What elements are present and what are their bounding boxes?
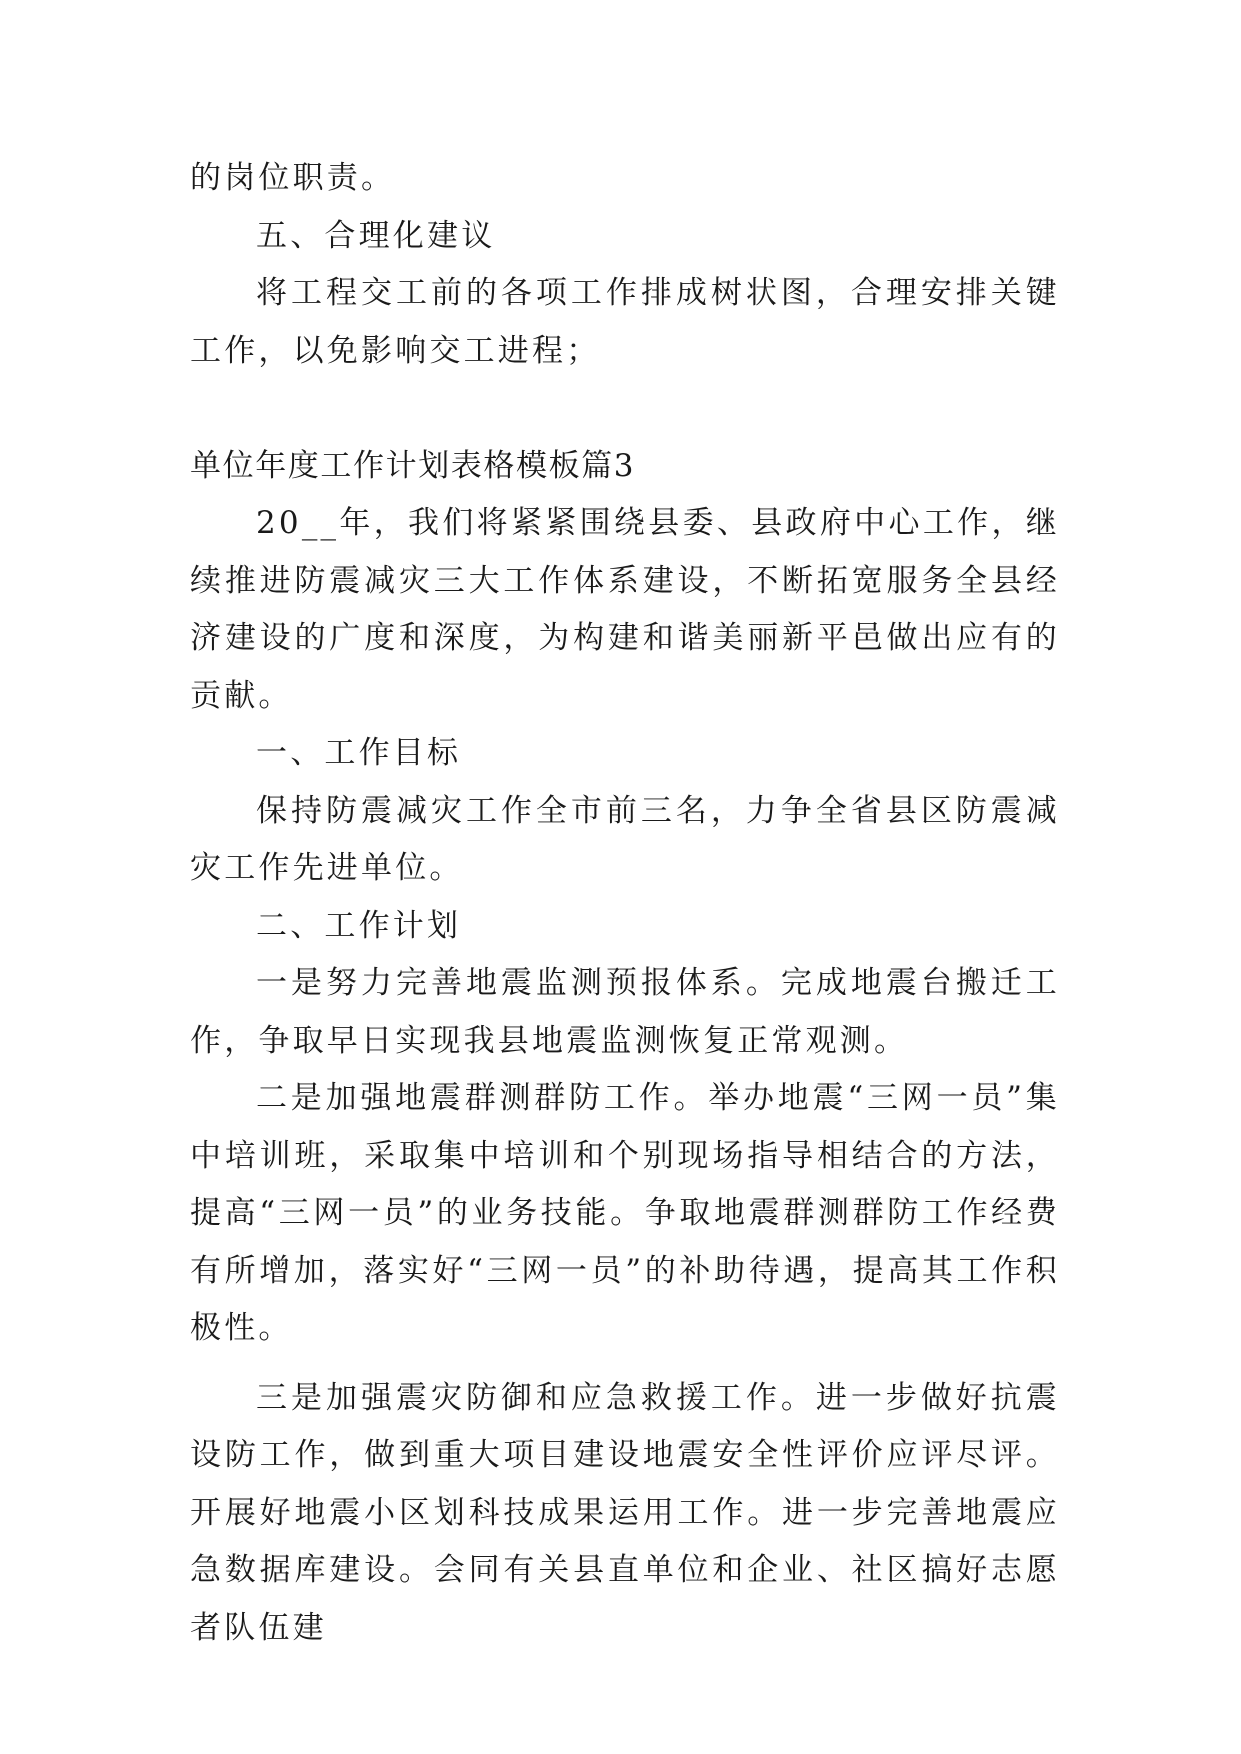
heading-suggestions: 五、合理化建议 [256, 217, 496, 254]
document-body [190, 150, 1060, 1657]
paragraph-work-goals: 保持防震减灾工作全市前三名，力争全省县区防震减灾工作先进单位。 [190, 792, 1060, 886]
heading-work-goals: 一、工作目标 [256, 735, 462, 771]
heading-work-plan: 二、工作计划 [256, 907, 462, 944]
paragraph-intro: 20__年，我们将紧紧围绕县委、县政府中心工作，继续推进防震减灾三大工作体系建设，不断拓宽服务全县经济建设的广度和深度，为构建和谐美丽新平邑做出应有的贡献。 [190, 505, 1060, 714]
paragraph-plan-item-1: 一是努力完善地震监测预报体系。完成地震台搬迁工作，争取早日实现我县地震监测恢复正常观测。 [190, 965, 1060, 1059]
paragraph-duties-end: 的岗位职责。 [190, 160, 396, 196]
paragraph-suggestions: 将工程交工前的各项工作排成树状图，合理安排关键工作，以免影响交工进程； [190, 275, 1060, 369]
paragraph-plan-item-2: 二是加强地震群测群防工作。举办地震“三网一员”集中培训班，采取集中培训和个别现场指导相结合的方法，提高“三网一员”的业务技能。争取地震群测群防工作经费有所增加，落实好“三网一员”的补助待遇，提高其工作积极性。 [190, 1080, 1060, 1346]
paragraph-plan-item-3: 三是加强震灾防御和应急救援工作。进一步做好抗震设防工作，做到重大项目建设地震安全性评价应评尽评。开展好地震小区划科技成果运用工作。进一步完善地震应急数据库建设。会同有关县直单位和企业、社区搞好志愿者队伍建 [190, 1379, 1060, 1646]
section-title: 单位年度工作计划表格模板篇3 [190, 447, 636, 484]
